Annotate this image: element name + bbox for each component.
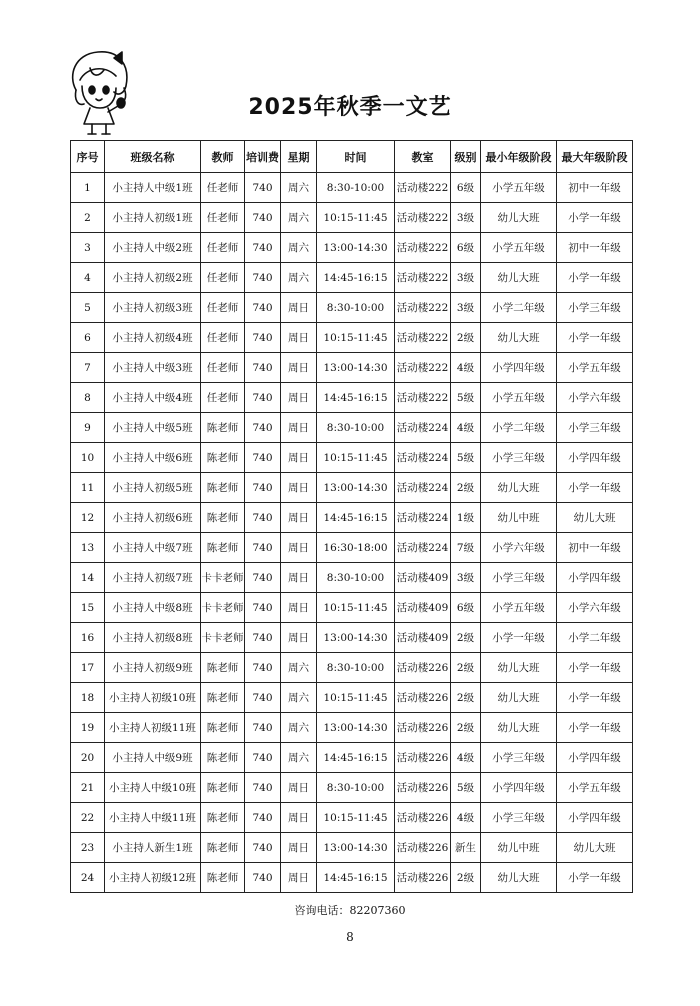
cell-fee: 740 [245, 353, 281, 383]
cell-time: 8:30-10:00 [317, 413, 395, 443]
cell-max-grade: 小学一年级 [557, 683, 633, 713]
cell-class-name: 小主持人初级10班 [105, 683, 201, 713]
cell-max-grade: 小学一年级 [557, 653, 633, 683]
cell-class-name: 小主持人初级2班 [105, 263, 201, 293]
cell-teacher: 陈老师 [201, 683, 245, 713]
cell-max-grade: 小学六年级 [557, 383, 633, 413]
cell-fee: 740 [245, 233, 281, 263]
cell-classroom: 活动楼224 [395, 473, 451, 503]
table-row [71, 293, 633, 323]
cell-min-grade: 小学五年级 [481, 593, 557, 623]
cell-fee: 740 [245, 173, 281, 203]
cell-time: 14:45-16:15 [317, 263, 395, 293]
cell-index: 17 [71, 653, 105, 683]
cell-max-grade: 小学五年级 [557, 773, 633, 803]
cell-index: 5 [71, 293, 105, 323]
cell-index: 21 [71, 773, 105, 803]
cell-max-grade: 小学四年级 [557, 443, 633, 473]
cell-min-grade: 小学五年级 [481, 233, 557, 263]
cell-time: 16:30-18:00 [317, 533, 395, 563]
cell-min-grade: 小学三年级 [481, 563, 557, 593]
cell-index: 22 [71, 803, 105, 833]
cell-max-grade: 小学一年级 [557, 263, 633, 293]
cell-class-name: 小主持人中级10班 [105, 773, 201, 803]
cell-class-name: 小主持人初级9班 [105, 653, 201, 683]
cell-weekday: 周日 [281, 593, 317, 623]
cell-max-grade: 小学三年级 [557, 293, 633, 323]
header-fee: 培训费 [245, 141, 281, 173]
cell-class-name: 小主持人初级11班 [105, 713, 201, 743]
cell-max-grade: 小学六年级 [557, 593, 633, 623]
cell-min-grade: 小学四年级 [481, 773, 557, 803]
cell-teacher: 任老师 [201, 203, 245, 233]
table-header-row [71, 141, 633, 173]
cell-classroom: 活动楼224 [395, 533, 451, 563]
cell-class-name: 小主持人中级2班 [105, 233, 201, 263]
cell-fee: 740 [245, 833, 281, 863]
cell-teacher: 陈老师 [201, 713, 245, 743]
cell-classroom: 活动楼226 [395, 773, 451, 803]
header-max-grade: 最大年级阶段 [557, 141, 633, 173]
cell-weekday: 周六 [281, 233, 317, 263]
cell-index: 15 [71, 593, 105, 623]
cell-index: 12 [71, 503, 105, 533]
cell-time: 13:00-14:30 [317, 473, 395, 503]
header-time: 时间 [317, 141, 395, 173]
cell-index: 3 [71, 233, 105, 263]
cell-max-grade: 小学三年级 [557, 413, 633, 443]
cell-classroom: 活动楼222 [395, 203, 451, 233]
table-row [71, 173, 633, 203]
cell-level: 3级 [451, 203, 481, 233]
cell-class-name: 小主持人初级8班 [105, 623, 201, 653]
cell-level: 2级 [451, 863, 481, 893]
cell-fee: 740 [245, 713, 281, 743]
cell-index: 8 [71, 383, 105, 413]
cell-weekday: 周日 [281, 623, 317, 653]
cell-weekday: 周六 [281, 653, 317, 683]
table-row [71, 473, 633, 503]
cell-max-grade: 幼儿大班 [557, 503, 633, 533]
cell-max-grade: 小学一年级 [557, 203, 633, 233]
cell-class-name: 小主持人中级4班 [105, 383, 201, 413]
cell-class-name: 小主持人初级5班 [105, 473, 201, 503]
page-title: 2025年秋季一文艺 [248, 95, 452, 120]
header-class-name: 班级名称 [105, 141, 201, 173]
cell-max-grade: 小学二年级 [557, 623, 633, 653]
table-row [71, 743, 633, 773]
cell-time: 14:45-16:15 [317, 383, 395, 413]
cell-fee: 740 [245, 323, 281, 353]
cell-weekday: 周日 [281, 353, 317, 383]
header-classroom: 教室 [395, 141, 451, 173]
cell-weekday: 周日 [281, 473, 317, 503]
table-row [71, 833, 633, 863]
cell-teacher: 陈老师 [201, 473, 245, 503]
cell-max-grade: 小学一年级 [557, 473, 633, 503]
cell-level: 6级 [451, 233, 481, 263]
cell-teacher: 卡卡老师 [201, 563, 245, 593]
cell-min-grade: 小学三年级 [481, 743, 557, 773]
cell-min-grade: 小学二年级 [481, 413, 557, 443]
cell-teacher: 陈老师 [201, 413, 245, 443]
cell-time: 8:30-10:00 [317, 293, 395, 323]
cell-level: 5级 [451, 443, 481, 473]
cell-min-grade: 小学四年级 [481, 353, 557, 383]
cell-weekday: 周六 [281, 743, 317, 773]
cell-time: 10:15-11:45 [317, 203, 395, 233]
cell-class-name: 小主持人中级9班 [105, 743, 201, 773]
cell-teacher: 陈老师 [201, 533, 245, 563]
cell-classroom: 活动楼226 [395, 713, 451, 743]
cell-class-name: 小主持人中级11班 [105, 803, 201, 833]
table-row [71, 383, 633, 413]
cell-class-name: 小主持人中级6班 [105, 443, 201, 473]
cell-min-grade: 小学一年级 [481, 623, 557, 653]
cell-level: 6级 [451, 173, 481, 203]
cell-fee: 740 [245, 443, 281, 473]
cell-weekday: 周六 [281, 173, 317, 203]
cell-time: 8:30-10:00 [317, 173, 395, 203]
table-row [71, 653, 633, 683]
cell-fee: 740 [245, 533, 281, 563]
header-level: 级别 [451, 141, 481, 173]
cell-min-grade: 幼儿中班 [481, 833, 557, 863]
cell-classroom: 活动楼222 [395, 233, 451, 263]
cell-level: 7级 [451, 533, 481, 563]
cell-index: 20 [71, 743, 105, 773]
cell-index: 13 [71, 533, 105, 563]
cell-classroom: 活动楼222 [395, 353, 451, 383]
cell-max-grade: 小学一年级 [557, 863, 633, 893]
cell-classroom: 活动楼224 [395, 443, 451, 473]
cell-min-grade: 幼儿大班 [481, 473, 557, 503]
cell-fee: 740 [245, 803, 281, 833]
cell-teacher: 陈老师 [201, 833, 245, 863]
cell-min-grade: 幼儿中班 [481, 503, 557, 533]
cell-max-grade: 初中一年级 [557, 533, 633, 563]
cell-weekday: 周六 [281, 713, 317, 743]
cell-teacher: 陈老师 [201, 743, 245, 773]
cell-index: 16 [71, 623, 105, 653]
cell-index: 23 [71, 833, 105, 863]
cell-level: 2级 [451, 473, 481, 503]
cell-class-name: 小主持人中级7班 [105, 533, 201, 563]
cell-teacher: 陈老师 [201, 443, 245, 473]
cell-weekday: 周日 [281, 863, 317, 893]
cell-teacher: 陈老师 [201, 503, 245, 533]
cell-min-grade: 幼儿大班 [481, 203, 557, 233]
cell-classroom: 活动楼226 [395, 803, 451, 833]
cell-level: 1级 [451, 503, 481, 533]
table-row [71, 443, 633, 473]
class-schedule-table [70, 140, 633, 893]
page-number: 8 [346, 930, 354, 944]
cell-teacher: 卡卡老师 [201, 623, 245, 653]
cell-weekday: 周日 [281, 413, 317, 443]
cell-min-grade: 幼儿大班 [481, 263, 557, 293]
cell-level: 5级 [451, 383, 481, 413]
table-row [71, 533, 633, 563]
cell-index: 14 [71, 563, 105, 593]
cell-level: 2级 [451, 713, 481, 743]
cell-classroom: 活动楼409 [395, 563, 451, 593]
cell-teacher: 卡卡老师 [201, 593, 245, 623]
cell-max-grade: 小学四年级 [557, 743, 633, 773]
cell-fee: 740 [245, 773, 281, 803]
cell-fee: 740 [245, 293, 281, 323]
cell-class-name: 小主持人初级12班 [105, 863, 201, 893]
cell-min-grade: 幼儿大班 [481, 323, 557, 353]
cell-classroom: 活动楼409 [395, 623, 451, 653]
table-row [71, 683, 633, 713]
header-min-grade: 最小年级阶段 [481, 141, 557, 173]
cell-time: 10:15-11:45 [317, 323, 395, 353]
cell-weekday: 周日 [281, 773, 317, 803]
cell-min-grade: 幼儿大班 [481, 713, 557, 743]
cell-min-grade: 幼儿大班 [481, 863, 557, 893]
cell-classroom: 活动楼226 [395, 743, 451, 773]
cell-fee: 740 [245, 383, 281, 413]
cell-weekday: 周日 [281, 383, 317, 413]
table-row [71, 773, 633, 803]
cell-time: 10:15-11:45 [317, 683, 395, 713]
table-row [71, 233, 633, 263]
cell-weekday: 周日 [281, 833, 317, 863]
cell-weekday: 周日 [281, 323, 317, 353]
cell-time: 13:00-14:30 [317, 233, 395, 263]
cell-time: 14:45-16:15 [317, 503, 395, 533]
cell-min-grade: 小学三年级 [481, 803, 557, 833]
cell-level: 4级 [451, 353, 481, 383]
cell-level: 4级 [451, 413, 481, 443]
cell-teacher: 任老师 [201, 173, 245, 203]
cell-min-grade: 幼儿大班 [481, 653, 557, 683]
cell-min-grade: 小学三年级 [481, 443, 557, 473]
cell-fee: 740 [245, 623, 281, 653]
cell-class-name: 小主持人中级3班 [105, 353, 201, 383]
cell-index: 6 [71, 323, 105, 353]
cell-level: 2级 [451, 653, 481, 683]
cell-index: 18 [71, 683, 105, 713]
cell-fee: 740 [245, 563, 281, 593]
cell-level: 2级 [451, 683, 481, 713]
cell-level: 3级 [451, 563, 481, 593]
cell-fee: 740 [245, 593, 281, 623]
cell-classroom: 活动楼222 [395, 323, 451, 353]
cell-max-grade: 初中一年级 [557, 233, 633, 263]
cell-weekday: 周日 [281, 533, 317, 563]
cell-classroom: 活动楼222 [395, 293, 451, 323]
cell-index: 4 [71, 263, 105, 293]
cell-level: 4级 [451, 803, 481, 833]
cell-max-grade: 小学四年级 [557, 563, 633, 593]
cell-max-grade: 初中一年级 [557, 173, 633, 203]
cell-index: 9 [71, 413, 105, 443]
cell-fee: 740 [245, 203, 281, 233]
cell-time: 13:00-14:30 [317, 833, 395, 863]
cell-level: 3级 [451, 293, 481, 323]
cell-class-name: 小主持人初级4班 [105, 323, 201, 353]
table-row [71, 623, 633, 653]
cell-fee: 740 [245, 683, 281, 713]
cell-index: 24 [71, 863, 105, 893]
cell-min-grade: 小学六年级 [481, 533, 557, 563]
cell-weekday: 周六 [281, 263, 317, 293]
cell-index: 11 [71, 473, 105, 503]
cell-time: 10:15-11:45 [317, 593, 395, 623]
cell-level: 4级 [451, 743, 481, 773]
cell-level: 2级 [451, 623, 481, 653]
cell-class-name: 小主持人中级1班 [105, 173, 201, 203]
cell-class-name: 小主持人初级6班 [105, 503, 201, 533]
cell-min-grade: 小学五年级 [481, 383, 557, 413]
table-row [71, 563, 633, 593]
cell-weekday: 周日 [281, 443, 317, 473]
cell-class-name: 小主持人中级8班 [105, 593, 201, 623]
cell-fee: 740 [245, 743, 281, 773]
cell-level: 5级 [451, 773, 481, 803]
cell-min-grade: 小学五年级 [481, 173, 557, 203]
cell-weekday: 周日 [281, 563, 317, 593]
cell-weekday: 周日 [281, 803, 317, 833]
cell-fee: 740 [245, 653, 281, 683]
cell-classroom: 活动楼226 [395, 833, 451, 863]
cell-classroom: 活动楼222 [395, 263, 451, 293]
cell-teacher: 任老师 [201, 353, 245, 383]
cell-fee: 740 [245, 473, 281, 503]
cell-index: 10 [71, 443, 105, 473]
cell-level: 6级 [451, 593, 481, 623]
header-index: 序号 [71, 141, 105, 173]
cell-level: 新生 [451, 833, 481, 863]
cell-min-grade: 幼儿大班 [481, 683, 557, 713]
cell-class-name: 小主持人初级3班 [105, 293, 201, 323]
cell-classroom: 活动楼224 [395, 503, 451, 533]
cell-teacher: 任老师 [201, 323, 245, 353]
cell-max-grade: 小学一年级 [557, 713, 633, 743]
cell-index: 2 [71, 203, 105, 233]
cell-time: 8:30-10:00 [317, 563, 395, 593]
cell-classroom: 活动楼409 [395, 593, 451, 623]
cell-fee: 740 [245, 413, 281, 443]
table-row [71, 353, 633, 383]
table-row [71, 503, 633, 533]
cell-fee: 740 [245, 263, 281, 293]
cell-weekday: 周六 [281, 683, 317, 713]
cell-fee: 740 [245, 863, 281, 893]
table-row [71, 593, 633, 623]
cell-classroom: 活动楼224 [395, 413, 451, 443]
cell-teacher: 陈老师 [201, 653, 245, 683]
cell-fee: 740 [245, 503, 281, 533]
cell-weekday: 周日 [281, 293, 317, 323]
cell-teacher: 任老师 [201, 263, 245, 293]
cell-time: 10:15-11:45 [317, 443, 395, 473]
table-row [71, 203, 633, 233]
cell-class-name: 小主持人中级5班 [105, 413, 201, 443]
cell-teacher: 陈老师 [201, 803, 245, 833]
table-row [71, 713, 633, 743]
cell-teacher: 任老师 [201, 233, 245, 263]
cell-index: 19 [71, 713, 105, 743]
cell-min-grade: 小学二年级 [481, 293, 557, 323]
table-row [71, 413, 633, 443]
cell-classroom: 活动楼222 [395, 383, 451, 413]
table-row [71, 323, 633, 353]
cell-teacher: 陈老师 [201, 773, 245, 803]
cell-time: 13:00-14:30 [317, 353, 395, 383]
table-row [71, 803, 633, 833]
cell-class-name: 小主持人初级1班 [105, 203, 201, 233]
cell-index: 7 [71, 353, 105, 383]
cell-time: 8:30-10:00 [317, 773, 395, 803]
cell-level: 3级 [451, 263, 481, 293]
header-weekday: 星期 [281, 141, 317, 173]
table-row [71, 263, 633, 293]
cell-index: 1 [71, 173, 105, 203]
cell-class-name: 小主持人初级7班 [105, 563, 201, 593]
cell-time: 14:45-16:15 [317, 863, 395, 893]
cell-teacher: 陈老师 [201, 863, 245, 893]
cell-teacher: 任老师 [201, 383, 245, 413]
cell-max-grade: 幼儿大班 [557, 833, 633, 863]
header-teacher: 教师 [201, 141, 245, 173]
table-body [71, 173, 633, 893]
cell-classroom: 活动楼226 [395, 653, 451, 683]
cell-classroom: 活动楼222 [395, 173, 451, 203]
cell-classroom: 活动楼226 [395, 863, 451, 893]
cell-max-grade: 小学一年级 [557, 323, 633, 353]
cell-time: 13:00-14:30 [317, 623, 395, 653]
cell-weekday: 周六 [281, 203, 317, 233]
cell-teacher: 任老师 [201, 293, 245, 323]
cell-max-grade: 小学五年级 [557, 353, 633, 383]
cell-time: 14:45-16:15 [317, 743, 395, 773]
cell-class-name: 小主持人新生1班 [105, 833, 201, 863]
cell-time: 10:15-11:45 [317, 803, 395, 833]
cell-classroom: 活动楼226 [395, 683, 451, 713]
cell-weekday: 周日 [281, 503, 317, 533]
contact-phone: 咨询电话：82207360 [294, 904, 406, 917]
cell-max-grade: 小学四年级 [557, 803, 633, 833]
table-row [71, 863, 633, 893]
cell-time: 8:30-10:00 [317, 653, 395, 683]
cell-level: 2级 [451, 323, 481, 353]
cell-time: 13:00-14:30 [317, 713, 395, 743]
